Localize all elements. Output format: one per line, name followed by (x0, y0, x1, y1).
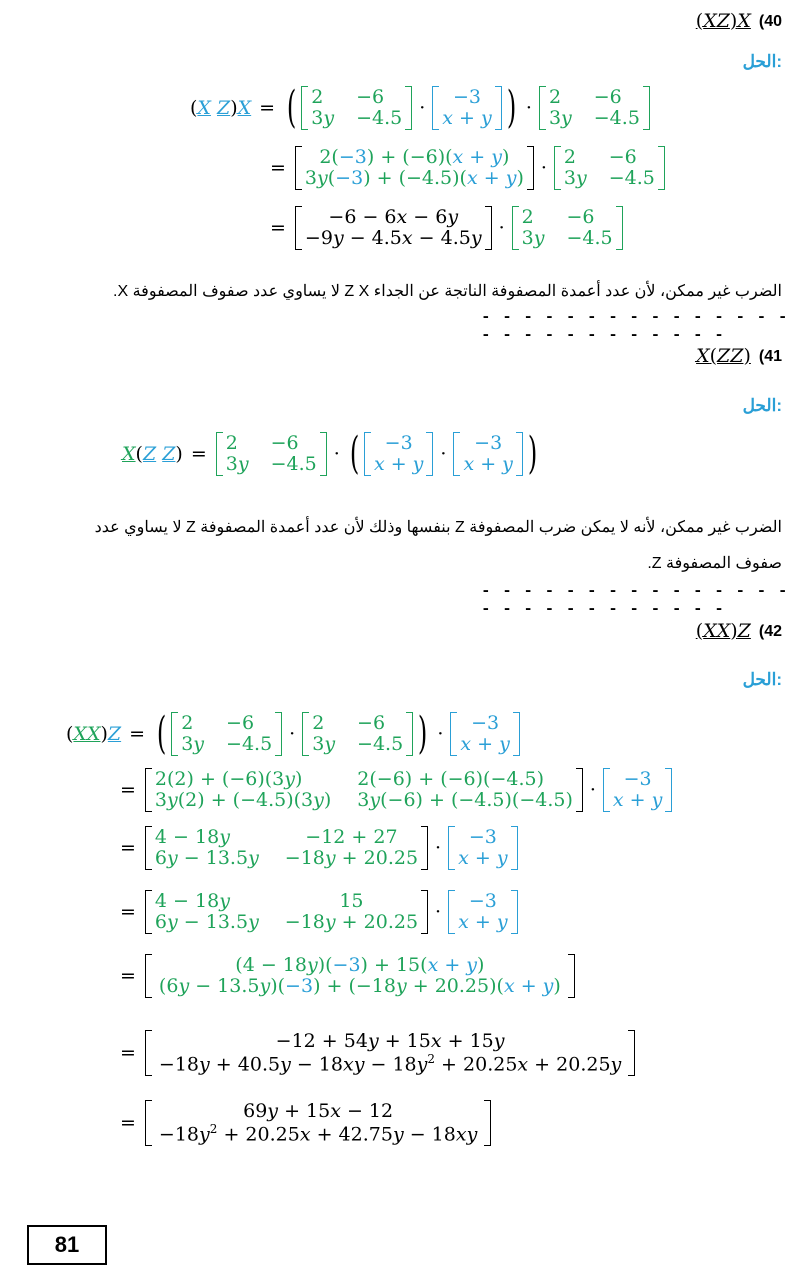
problem-40-result-text: الضرب غير ممكن، لأن عدد أعمدة المصفوفة الناتجة عن الجداء Z X لا يساوي عدد صفوف المصفوفة X. (113, 283, 782, 300)
problem-41-solution-label: الحل: (742, 396, 782, 415)
problem-42-equation-2: = 2(2) + (−6)(3y) 2(−6) + (−6)(−4.5) 3y(2) + (−4.5)(3y) 3y(−6) + (−4.5)(−4.5) · −3 x + y (112, 768, 673, 812)
problem-42-number: (42 (758, 622, 782, 640)
problem-40-equation-2: = 2(−3) + (−6)(x + y) 3y(−3) + (−4.5)(x + y) · 2 −6 3y −4.5 (262, 146, 666, 190)
problem-42-equation-3: = 4 − 18y −12 + 27 6y − 13.5y −18y + 20.25 · −3 x + y (112, 826, 519, 870)
problem-41-number: (41 (758, 347, 782, 365)
problem-42-equation-6: = −12 + 54y + 15x + 15y $-18y + 40.5y - 18xy - 18y^2 + 20.25x + 20.25y$ (112, 1030, 636, 1076)
separator-2: - - - - - - - - - - - - - - - - - - - - - - - - - - - (481, 582, 789, 618)
problem-40-equation-1: ( X Z ) X = ( 2 −6 3y −4.5 · −3 x + y ) · 2 −6 3y −4.5 (190, 86, 651, 130)
page-number-box (27, 1225, 107, 1265)
problem-40-solution-label: الحل: (742, 52, 782, 71)
problem-41-result-text-line-1: الضرب غير ممكن، لأنه لا يمكن ضرب المصفوفة Z بنفسها وذلك لأن عدد أعمدة المصفوفة Z لا يساوي عدد (94, 519, 782, 536)
problem-42-equation-5: = (4 − 18y)(−3) + 15(x + y) (6y − 13.5y)(−3) + (−18y + 20.25)(x + y) (112, 954, 576, 998)
page-number: 81 (54, 1232, 80, 1257)
problem-40-expression: (XZ)X (695, 10, 751, 32)
problem-42-solution-label: الحل: (742, 670, 782, 689)
problem-41-heading (696, 347, 782, 366)
problem-42-equation-1: ( XX ) Z = ( 2 −6 3y −4.5 · 2 −6 3y −4.5 ) · −3 x + y (66, 712, 521, 756)
problem-41-equation: X ( Z Z ) = 2 −6 3y −4.5 · ( −3 x + y · −3 x + y ) (122, 428, 538, 479)
problem-41-expression: X(ZZ) (696, 345, 751, 367)
problem-42-equation-4: = 4 − 18y 15 6y − 13.5y −18y + 20.25 · −3 x + y (112, 890, 519, 934)
problem-40-number: (40 (758, 12, 782, 30)
problem-40-heading (696, 12, 782, 31)
problem-42-heading (696, 622, 782, 641)
problem-42-equation-7: = 69y + 15x − 12 $-18y^2 + 20.25x + 42.75y - 18xy$ (112, 1100, 492, 1146)
problem-40-equation-3: = −6 − 6x − 6y −9y − 4.5x − 4.5y · 2 −6 3y −4.5 (262, 206, 624, 250)
problem-41-result-text-line-2: صفوف المصفوفة Z. (647, 555, 782, 572)
problem-42-expression: (XX)Z (695, 620, 751, 642)
separator-1: - - - - - - - - - - - - - - - - - - - - - - - - - - - (481, 308, 789, 344)
